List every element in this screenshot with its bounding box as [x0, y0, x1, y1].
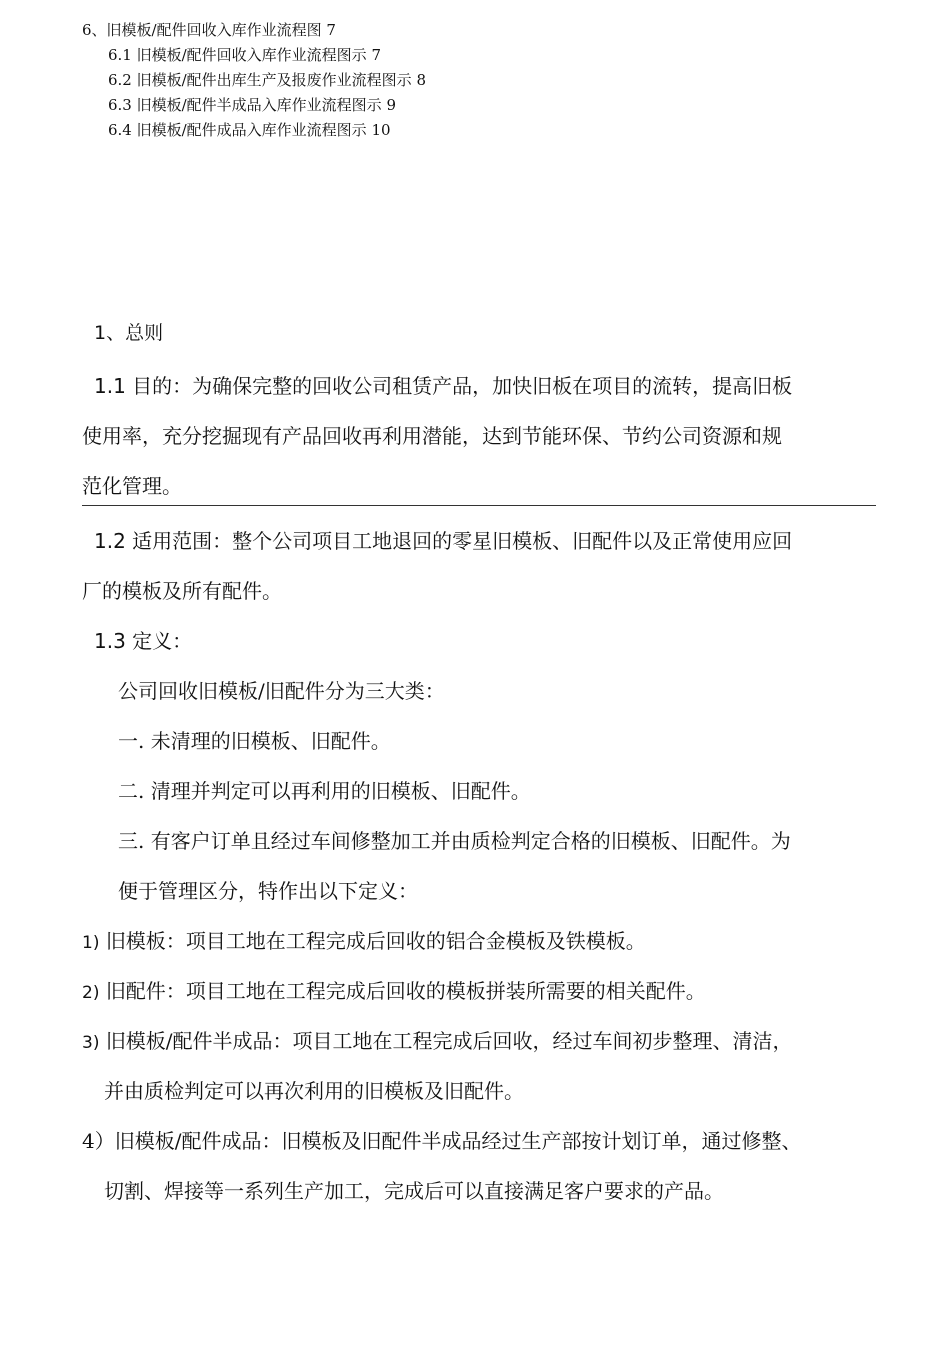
category-1: 一. 未清理的旧模板、旧配件。: [118, 729, 391, 753]
purpose-line-2: 使用率，充分挖掘现有产品回收再利用潜能，达到节能环保、节约公司资源和规: [82, 424, 782, 448]
category-3: 三. 有客户订单且经过车间修整加工并由质检判定合格的旧模板、旧配件。为: [118, 829, 791, 853]
section-heading: 1、总则: [94, 322, 164, 344]
definition-label: 1.3 定义：: [94, 629, 193, 653]
scope-line-2: 厂的模板及所有配件。: [82, 579, 282, 603]
def-term: 旧配件：: [105, 979, 186, 1003]
def-number: 3): [82, 1033, 100, 1053]
definition-intro: 公司回收旧模板/旧配件分为三大类：: [118, 679, 445, 703]
toc-item[interactable]: 6.2 旧模板/配件出库生产及报废作业流程图示 8: [108, 71, 426, 89]
divider: [82, 505, 876, 506]
definition-2: [82, 975, 706, 1004]
purpose-text: 为确保完整的回收公司租赁产品，加快旧板在项目的流转，提高旧板: [192, 374, 793, 398]
definition-3-cont: 并由质检判定可以再次利用的旧模板及旧配件。: [104, 1079, 524, 1103]
purpose-line-3: 范化管理。: [82, 474, 182, 498]
toc-item[interactable]: 6.1 旧模板/配件回收入库作业流程图示 7: [108, 46, 381, 64]
category-2: 二. 清理并判定可以再利用的旧模板、旧配件。: [118, 779, 531, 803]
def-number: 2): [82, 983, 100, 1003]
def-text: 项目工地在工程完成后回收的铝合金模板及铁模板。: [185, 929, 646, 953]
scope-label: 1.2 适用范围：: [94, 529, 233, 553]
scope-line-1: [94, 525, 792, 554]
purpose-line-1: [94, 370, 792, 399]
definition-3: [82, 1025, 793, 1054]
table-of-contents: [82, 18, 426, 143]
def-text: 旧模板/配件半成品：项目工地在工程完成后回收，经过车间初步整理、清洁，: [105, 1029, 793, 1053]
definition-1: [82, 925, 646, 954]
def-term: 旧模板：: [105, 929, 186, 953]
def-text: 项目工地在工程完成后回收的模板拼装所需要的相关配件。: [185, 979, 706, 1003]
def-number: 1): [82, 933, 100, 953]
toc-item[interactable]: 6.3 旧模板/配件半成品入库作业流程图示 9: [108, 96, 396, 114]
definition-4: 4）旧模板/配件成品：旧模板及旧配件半成品经过生产部按计划订单，通过修整、: [82, 1129, 802, 1153]
definition-4-cont: 切割、焊接等一系列生产加工，完成后可以直接满足客户要求的产品。: [104, 1179, 724, 1203]
scope-text: 整个公司项目工地退回的零星旧模板、旧配件以及正常使用应回: [232, 529, 793, 553]
toc-item[interactable]: 6、旧模板/配件回收入库作业流程图 7: [82, 21, 336, 39]
category-3-cont: 便于管理区分，特作出以下定义：: [118, 879, 418, 903]
toc-item[interactable]: 6.4 旧模板/配件成品入库作业流程图示 10: [108, 121, 391, 139]
purpose-label: 1.1 目的：: [94, 374, 193, 398]
